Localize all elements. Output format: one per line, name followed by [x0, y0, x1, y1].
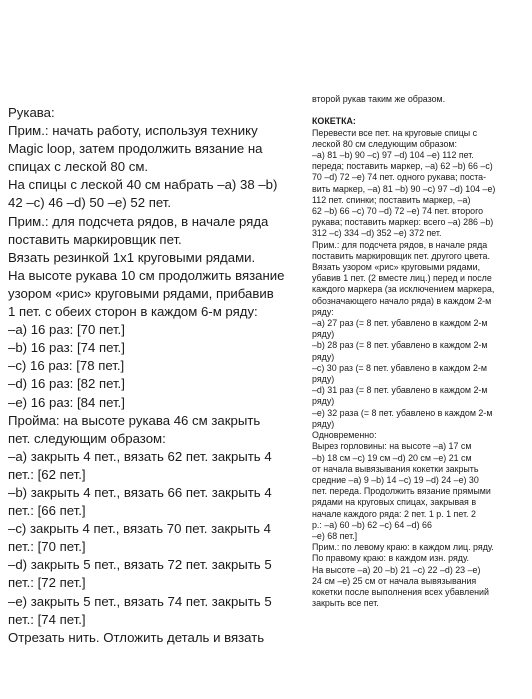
text-line: –c) 16 раз: [78 пет.] — [8, 358, 125, 374]
text-line: –a) 81 –b) 90 –c) 97 –d) 104 –e) 112 пет. — [312, 150, 474, 161]
text-line: На спицы с леской 40 см набрать –a) 38 –b) — [8, 177, 278, 193]
text-line: –c) закрыть 4 пет., вязать 70 пет. закрыть 4 — [8, 521, 271, 537]
text-line: р.: –a) 60 –b) 62 –c) 64 –d) 66 — [312, 519, 432, 530]
text-line: По правому краю: в каждом изн. ряду. — [312, 553, 469, 564]
text-line: –e) 32 раза (= 8 пет. убавлено в каждом 2-м — [312, 407, 493, 418]
text-line: ряду: — [312, 306, 334, 317]
text-line: ряду) — [312, 329, 335, 340]
text-line: обозначающего начало ряда) в каждом 2-м — [312, 295, 492, 306]
text-line: Вязать узором «рис» круговыми рядами, — [312, 262, 481, 273]
text-line: рядами на круговых спицах, закрывая в — [312, 497, 477, 508]
sleeves-column — [8, 104, 298, 647]
text-line — [312, 105, 524, 116]
text-line: переда; поставить маркер, –a) 62 –b) 66 –c) — [312, 161, 493, 172]
text-line: спицах с леской 80 см. — [8, 159, 149, 175]
text-line: 62 –b) 66 –c) 70 –d) 72 –e) 74 пет. второго — [312, 206, 484, 217]
text-line: каждого маркера (за исключением маркера, — [312, 284, 495, 295]
text-line: леской 80 см следующим образом: — [312, 138, 457, 149]
text-line: поставить маркировщик пет. другого цвета. — [312, 250, 490, 261]
text-line: второй рукав таким же образом. — [312, 94, 446, 104]
text-line: начале каждого ряда: 2 пет. 1 р. 1 пет. 2 — [312, 508, 476, 519]
text-line: кокетки после выполнения всех убавлений — [312, 586, 489, 597]
text-line: –d) 16 раз: [82 пет.] — [8, 376, 125, 392]
text-line: Прим.: для подсчета рядов, в начале ряда — [312, 239, 488, 250]
text-line: –a) 16 раз: [70 пет.] — [8, 322, 125, 338]
text-line: пет.: [74 пет.] — [8, 611, 86, 627]
text-line: КОКЕТКА: — [312, 116, 356, 127]
text-line: Рукава: — [8, 105, 55, 120]
text-line: –c) 30 раз (= 8 пет. убавлено в каждом 2-м — [312, 362, 487, 373]
text-line: –e) закрыть 5 пет., вязать 74 пет. закрыть 5 — [8, 593, 272, 609]
text-line: –e) 16 раз: [84 пет.] — [8, 394, 125, 410]
text-line: пет.: [72 пет.] — [8, 575, 86, 591]
text-line: 1 пет. с обеих сторон в каждом 6-м ряду: — [8, 304, 258, 320]
text-line: 24 см –e) 25 см от начала вывязывания — [312, 575, 477, 586]
text-line: 312 –c) 334 –d) 352 –e) 372 пет. — [312, 228, 442, 239]
text-line: На высоте рукава 10 см продолжить вязание — [8, 267, 285, 283]
text-line: убавив 1 пет. (2 вместе лиц.) перед и после — [312, 273, 492, 284]
text-line: –d) 31 раз (= 8 пет. убавлено в каждом 2-м — [312, 385, 488, 396]
text-line: пет.: [62 пет.] — [8, 466, 86, 482]
text-line: пет. следующим образом: — [8, 430, 166, 446]
text-line: Вязать резинкой 1x1 круговыми рядами. — [8, 249, 256, 265]
text-line: 70 –d) 72 –e) 74 пет. одного рукава; поста- — [312, 172, 487, 183]
text-line: –b) 18 см –c) 19 см –d) 20 см –e) 21 см — [312, 452, 472, 463]
yoke-column — [312, 94, 524, 609]
text-line: Magic loop, затем продолжить вязание на — [8, 141, 263, 157]
text-line: ряду) — [312, 396, 335, 407]
text-line: На высоте –a) 20 –b) 21 –c) 22 –d) 23 –e) — [312, 564, 481, 575]
text-line: ряду) — [312, 351, 335, 362]
text-line: –d) закрыть 5 пет., вязать 72 пет. закрыть 5 — [8, 557, 272, 573]
text-line: –e) 68 пет.] — [312, 530, 358, 541]
text-line: пет.: [70 пет.] — [8, 539, 86, 555]
text-line: ряду) — [312, 418, 335, 429]
text-line: закрыть все пет. — [312, 598, 379, 609]
text-line: рукава; поставить маркер: всего –a) 286 –b) — [312, 217, 494, 228]
text-line: –a) закрыть 4 пет., вязать 62 пет. закрыть 4 — [8, 448, 272, 464]
text-line: 112 пет. спинки; поставить маркер, –a) — [312, 194, 471, 205]
text-line: Прим.: для подсчета рядов, в начале ряда — [8, 213, 269, 229]
text-line: Отрезать нить. Отложить деталь и вязать — [8, 629, 265, 645]
text-line: пет.: [66 пет.] — [8, 503, 86, 519]
text-line: Пройма: на высоте рукава 46 см закрыть — [8, 412, 261, 428]
text-line: от начала вывязывания кокетки закрыть — [312, 463, 479, 474]
text-line: вить маркер, –a) 81 –b) 90 –c) 97 –d) 104 –e) — [312, 183, 496, 194]
text-line: –b) 28 раз (= 8 пет. убавлено в каждом 2-м — [312, 340, 488, 351]
text-line: средние –a) 9 –b) 14 –c) 19 –d) 24 –e) 30 — [312, 474, 479, 485]
text-line: узором «рис» круговыми рядами, прибавив — [8, 285, 274, 301]
text-line: ряду) — [312, 374, 335, 385]
text-line: поставить маркировщик пет. — [8, 231, 182, 247]
text-line: пет. переда. Продолжить вязание прямыми — [312, 486, 491, 497]
text-line: –a) 27 раз (= 8 пет. убавлено в каждом 2-м — [312, 318, 488, 329]
text-line: Прим.: по левому краю: в каждом лиц. ряду. — [312, 542, 494, 553]
text-line: –b) 16 раз: [74 пет.] — [8, 340, 125, 356]
text-line: Перевести все пет. на круговые спицы с — [312, 127, 478, 138]
text-line: Прим.: начать работу, используя технику — [8, 123, 258, 139]
text-line: Вырез горловины: на высоте –a) 17 см — [312, 441, 472, 452]
text-line: –b) закрыть 4 пет., вязать 66 пет. закрыть 4 — [8, 484, 272, 500]
text-line: 42 –c) 46 –d) 50 –e) 52 пет. — [8, 195, 172, 211]
text-line: Одновременно: — [312, 430, 377, 441]
